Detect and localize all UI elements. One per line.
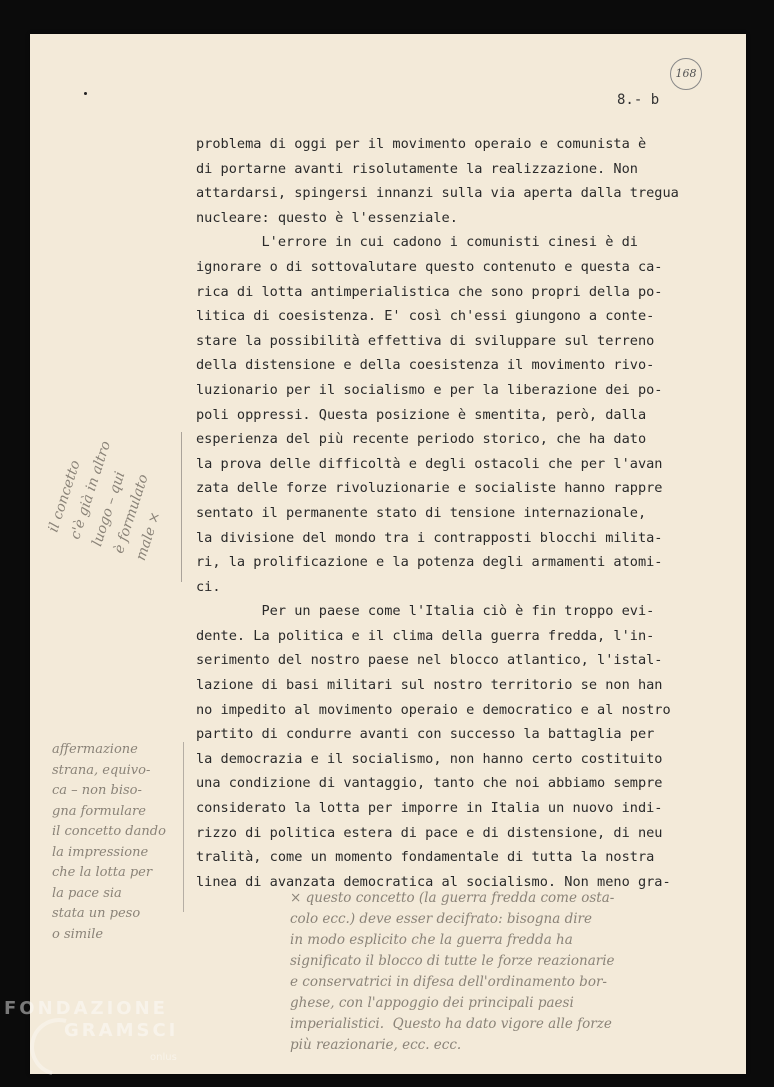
body-line: litica di coesistenza. E' così ch'essi giungono a conte- [196, 308, 655, 325]
body-line: la democrazia e il socialismo, non hanno certo costituito [196, 750, 663, 767]
body-line: stare la possibilità effettiva di sviluppare sul terreno [196, 332, 655, 349]
body-line: dente. La politica e il clima della guerra fredda, l'in- [196, 627, 655, 644]
body-line: serimento del nostro paese nel blocco atlantico, l'istal- [196, 652, 663, 669]
body-line: Per un paese come l'Italia ciò è fin troppo evi- [196, 603, 655, 620]
typed-body [196, 132, 716, 894]
page-stamp: 168 [670, 58, 702, 90]
dot-mark [84, 92, 87, 95]
body-line: tralità, come un momento fondamentale di tutta la nostra [196, 849, 655, 866]
body-line: la divisione del mondo tra i contrapposti blocchi milita- [196, 529, 663, 546]
body-line: lazione di basi militari sul nostro territorio se non han [196, 677, 663, 694]
body-line: sentato il permanente stato di tensione internazionale, [196, 504, 647, 521]
body-line: una condizione di vantaggio, tanto che noi abbiamo sempre [196, 775, 663, 792]
body-line: la prova delle difficoltà e degli ostacoli che per l'avan [196, 455, 663, 472]
handwritten-note-left-bottom: affermazione strana, equivo- ca – non biso- gna formulare il concetto dando la impressione che la lotta per la pace sia stata un peso o simile [52, 742, 166, 942]
body-line: L'errore in cui cadono i comunisti cinesi è di [196, 234, 638, 251]
body-line: considerato la lotta per imporre in Italia un nuovo indi- [196, 800, 663, 817]
margin-line-bottom [183, 742, 184, 912]
body-line: poli oppressi. Questa posizione è smentita, però, dalla [196, 406, 647, 423]
body-line: ri, la prolificazione e la potenza degli armamenti atomi- [196, 554, 663, 571]
body-line: di portarne avanti risolutamente la realizzazione. Non [196, 160, 638, 177]
watermark-line2: GRAMSCI [64, 1020, 179, 1041]
watermark-sub: onlus [150, 1052, 177, 1063]
body-line: linea di avanzata democratica al socialismo. Non meno gra- [196, 873, 671, 890]
body-line: attardarsi, spingersi innanzi sulla via aperta dalla tregua [196, 185, 679, 202]
body-line: della distensione e della coesistenza il movimento rivo- [196, 357, 655, 374]
margin-line-top [181, 432, 182, 582]
body-line: ignorare o di sottovalutare questo contenuto e questa ca- [196, 258, 663, 275]
body-line: no impedito al movimento operaio e democratico e al nostro [196, 701, 671, 718]
handwritten-note-left-top: il concetto c'è già in altro luogo – qui è formulato male × [45, 439, 164, 563]
watermark-line1: FONDAZIONE [4, 998, 168, 1019]
body-line: problema di oggi per il movimento operaio e comunista è [196, 136, 647, 152]
body-line: luzionario per il socialismo e per la liberazione dei po- [196, 381, 663, 398]
body-line: partito di condurre avanti con successo la battaglia per [196, 726, 655, 743]
body-line: nucleare: questo è l'essenziale. [196, 209, 458, 226]
body-line: esperienza del più recente periodo storico, che ha dato [196, 431, 647, 448]
page-number: 8.- b [617, 92, 660, 108]
body-line: rizzo di politica estera di pace e di distensione, di neu [196, 824, 663, 841]
body-line: rica di lotta antimperialistica che sono propri della po- [196, 283, 663, 300]
body-line: zata delle forze rivoluzionarie e socialiste hanno rappre [196, 480, 663, 497]
body-line: ci. [196, 578, 221, 595]
handwritten-note-bottom: × questo concetto (la guerra fredda come osta- colo ecc.) deve esser decifrato: bisogna dire in modo esplicito che la guerra fredda ha significato il blocco di tutte le forze reazionarie e conservatrici in difesa dell'ordinamento bor- ghese, con l'appoggio dei principali paesi imperialistici. Questo ha dato vigore alle forze più reazionarie, ecc. ecc. [290, 890, 615, 1053]
